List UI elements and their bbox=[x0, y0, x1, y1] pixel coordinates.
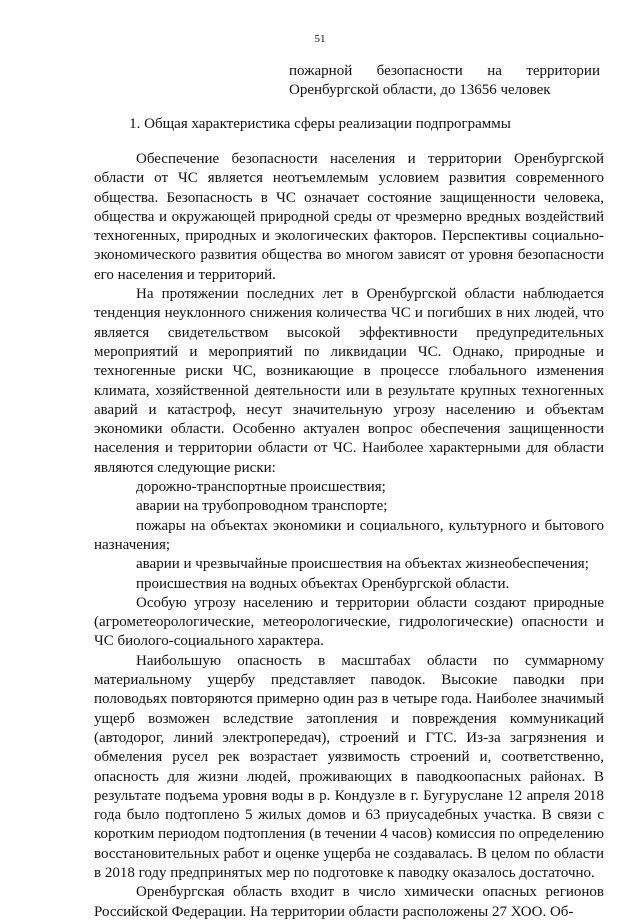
risk-item: происшествия на водных объектах Оренбургской области. bbox=[136, 575, 510, 592]
paragraph-natural-hazards: Особую угрозу населению и территории области создают природные (агрометеорологические, метеорологические, гидрологические) опасности и ЧС биолого-социального характера. bbox=[94, 594, 604, 650]
section-title: 1. Общая характеристика сферы реализации подпрограммы bbox=[129, 116, 511, 132]
risk-item: аварии на трубопроводном транспорте; bbox=[136, 498, 388, 515]
paragraph-safety-overview: Обеспечение безопасности населения и территории Оренбургской области от ЧС является неотъемлемым условием развития современного общества. Безопасность в ЧС означает состояние защищенности человека, общества и окружающей природной среды от чрезмерно вредных воздействий техногенных, природных и экологических факторов. Перспективы социально-экономического развития общества во многом зависят от уровня безопасности его населения и территорий. bbox=[94, 151, 604, 283]
page-number: 51 bbox=[314, 33, 326, 45]
risk-item: пожары на объектах экономики и социального, культурного и бытового назначения; bbox=[94, 517, 604, 553]
body-text bbox=[94, 150, 604, 922]
paragraph-risk-trend: На протяжении последних лет в Оренбургской области наблюдается тенденция неуклонного снижения количества ЧС и погибших в них людей, что является свидетельством высокой эффективности предупредительных мероприятий и мероприятий по ликвидации ЧС. Однако, природные и техногенные риски ЧС, возникающие в процессе глобального изменения климата, хозяйственной деятельности или в результате крупных техногенных аварий и катастроф, несут значительную угрозу населению и объектам экономики области. Особенно актуален вопрос обеспечения защищенности населения и территории области от ЧС. Наиболее характерными для области являются следующие риски: bbox=[94, 286, 604, 476]
risk-item: дорожно-транспортные происшествия; bbox=[136, 479, 386, 496]
header-fragment: пожарной безопасности на территории Оренбургской области, до 13656 человек bbox=[289, 63, 600, 99]
paragraph-flood-hazard: Наибольшую опасность в масштабах области по суммарному материальному ущербу представляет паводок. Высокие паводки при половодьях повторяются примерно один раз в четыре года. Наиболее значимый ущерб возможен вследствие затопления и повреждения коммуникаций (автодорог, линий электропередач), строений и ГТС. Из-за загрязнения и обмеления русел рек возрастает уязвимость строений и, соответственно, опасность для жизни людей, проживающих в паводкоопасных районах. В результате подъема уровня воды в р. Кондузле в г. Бугуруслане 12 апреля 2018 года было подтоплено 5 жилых домов и 63 приусадебных участка. В связи с коротким периодом подтопления (в течении 4 часов) комиссия по определению восстановительных работ и оценке ущерба не создавалась. В целом по области в 2018 году предпринятых мер по подготовке к паводку оказалось достаточно. bbox=[94, 652, 604, 881]
risk-item: аварии и чрезвычайные происшествия на объектах жизнеобеспечения; bbox=[136, 556, 589, 573]
paragraph-chemical-hazard: Оренбургская область входит в число химически опасных регионов Российской Федерации. На территории области расположены 27 ХОО. Об- bbox=[94, 884, 604, 920]
